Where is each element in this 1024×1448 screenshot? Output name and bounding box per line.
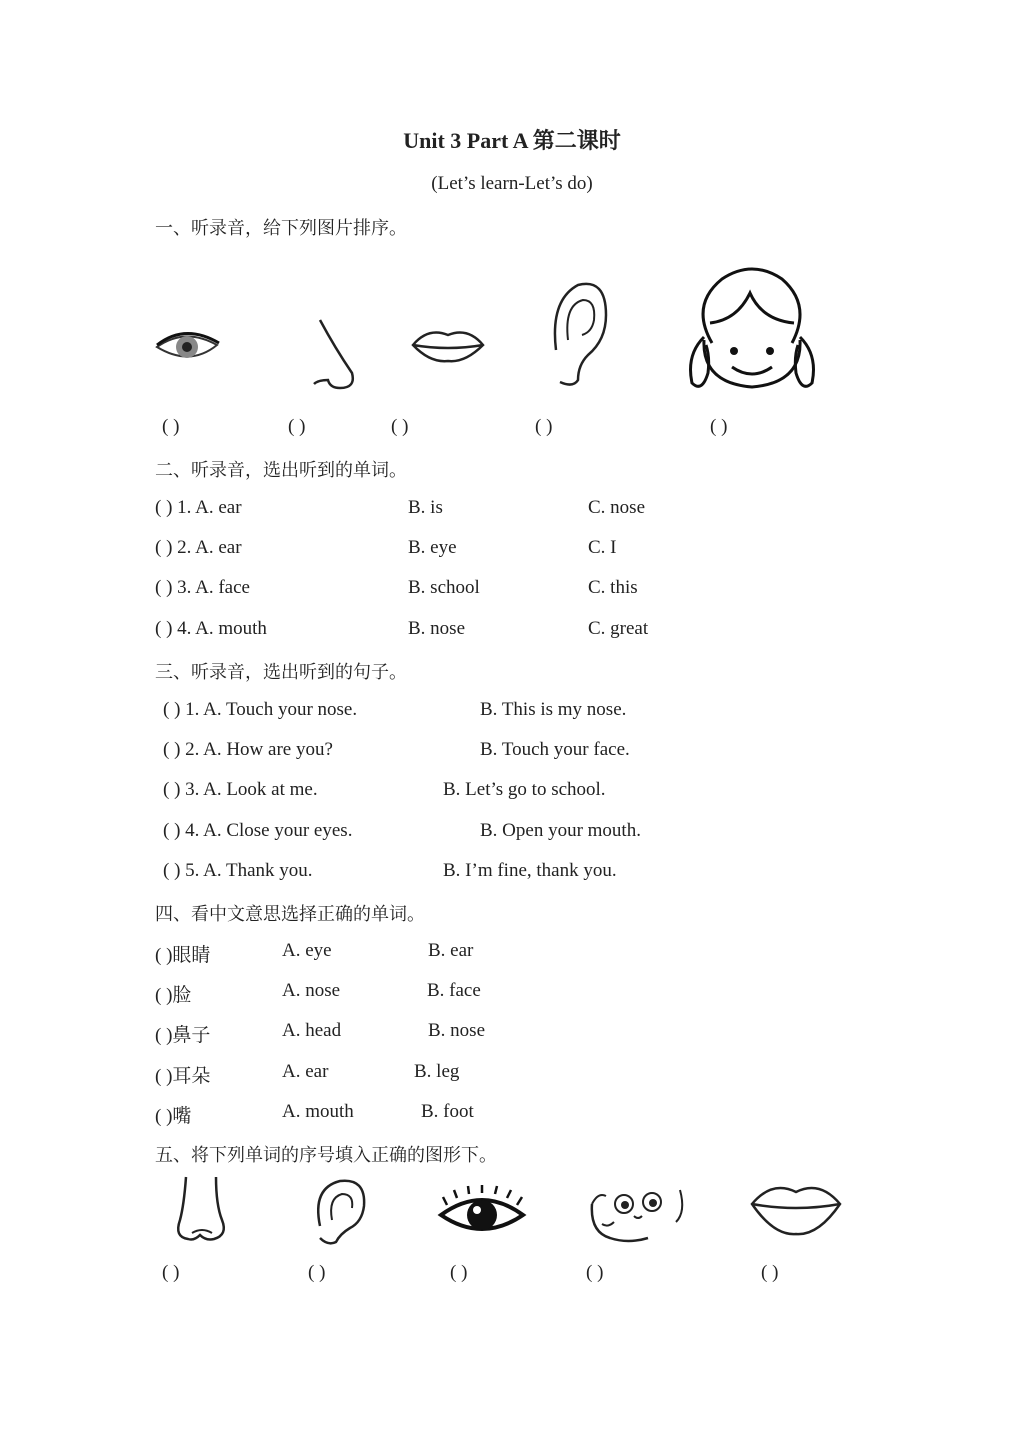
girl-face-icon — [682, 265, 822, 400]
option-b: B. nose — [428, 1020, 485, 1041]
sentence-option-b: B. This is my nose. — [480, 699, 627, 720]
option-b: B. leg — [414, 1061, 460, 1082]
option-b: B. ear — [428, 940, 474, 961]
answer-blank[interactable]: ( ) — [710, 416, 728, 437]
option-b: B. is — [408, 497, 443, 518]
sentence-option-a: ( ) 1. A. Touch your nose. — [163, 699, 358, 720]
option-c: C. this — [588, 577, 638, 598]
chinese-prompt: ( )嘴 — [155, 1106, 192, 1127]
sentence-option-b: B. Open your mouth. — [480, 820, 641, 841]
option-b: B. face — [427, 980, 481, 1001]
sentence-option-a: ( ) 5. A. Thank you. — [163, 860, 313, 881]
ear-icon — [310, 1176, 370, 1246]
question-number: ( ) 4. A. mouth — [155, 618, 267, 639]
chinese-prompt: ( )眼睛 — [155, 945, 211, 966]
option-c: C. nose — [588, 497, 645, 518]
section2-heading: 二、听录音，选出听到的单词。 — [155, 460, 407, 481]
answer-blank[interactable]: ( ) — [586, 1262, 604, 1283]
option-b: B. nose — [408, 618, 465, 639]
answer-blank[interactable]: ( ) — [288, 416, 306, 437]
page-subtitle: (Let’s learn-Let’s do) — [431, 173, 593, 194]
sentence-option-b: B. Touch your face. — [480, 739, 630, 760]
option-b: B. foot — [421, 1101, 474, 1122]
answer-blank[interactable]: ( ) — [391, 416, 409, 437]
option-b: B. eye — [408, 537, 457, 558]
page-title: Unit 3 Part A 第二课时 — [403, 128, 621, 153]
option-a: A. eye — [282, 940, 332, 961]
section4-heading: 四、看中文意思选择正确的单词。 — [155, 904, 425, 925]
chinese-prompt: ( )耳朵 — [155, 1066, 211, 1087]
option-c: C. I — [588, 537, 617, 558]
face-icon — [588, 1182, 688, 1244]
option-a: A. mouth — [282, 1101, 354, 1122]
answer-blank[interactable]: ( ) — [162, 416, 180, 437]
section1-heading: 一、听录音，给下列图片排序。 — [155, 218, 407, 239]
answer-blank[interactable]: ( ) — [450, 1262, 468, 1283]
sentence-option-a: ( ) 4. A. Close your eyes. — [163, 820, 353, 841]
lips-icon — [410, 325, 486, 365]
chinese-prompt: ( )脸 — [155, 985, 192, 1006]
lips-icon — [748, 1178, 844, 1238]
chinese-prompt: ( )鼻子 — [155, 1025, 211, 1046]
sentence-option-a: ( ) 3. A. Look at me. — [163, 779, 318, 800]
question-number: ( ) 3. A. face — [155, 577, 250, 598]
option-c: C. great — [588, 618, 649, 639]
answer-blank[interactable]: ( ) — [162, 1262, 180, 1283]
nose-icon — [300, 318, 360, 393]
nose-icon — [172, 1175, 232, 1245]
section5-heading: 五、将下列单词的序号填入正确的图形下。 — [155, 1145, 497, 1166]
sentence-option-b: B. I’m fine, thank you. — [443, 860, 617, 881]
ear-icon — [548, 280, 610, 390]
sentence-option-b: B. Let’s go to school. — [443, 779, 606, 800]
option-a: A. ear — [282, 1061, 329, 1082]
option-b: B. school — [408, 577, 480, 598]
answer-blank[interactable]: ( ) — [308, 1262, 326, 1283]
eye-icon — [437, 1185, 527, 1245]
section3-heading: 三、听录音，选出听到的句子。 — [155, 662, 407, 683]
option-a: A. head — [282, 1020, 342, 1041]
sentence-option-a: ( ) 2. A. How are you? — [163, 739, 333, 760]
question-number: ( ) 2. A. ear — [155, 537, 242, 558]
answer-blank[interactable]: ( ) — [535, 416, 553, 437]
question-number: ( ) 1. A. ear — [155, 497, 242, 518]
answer-blank[interactable]: ( ) — [761, 1262, 779, 1283]
eye-icon — [155, 325, 225, 370]
option-a: A. nose — [282, 980, 341, 1001]
